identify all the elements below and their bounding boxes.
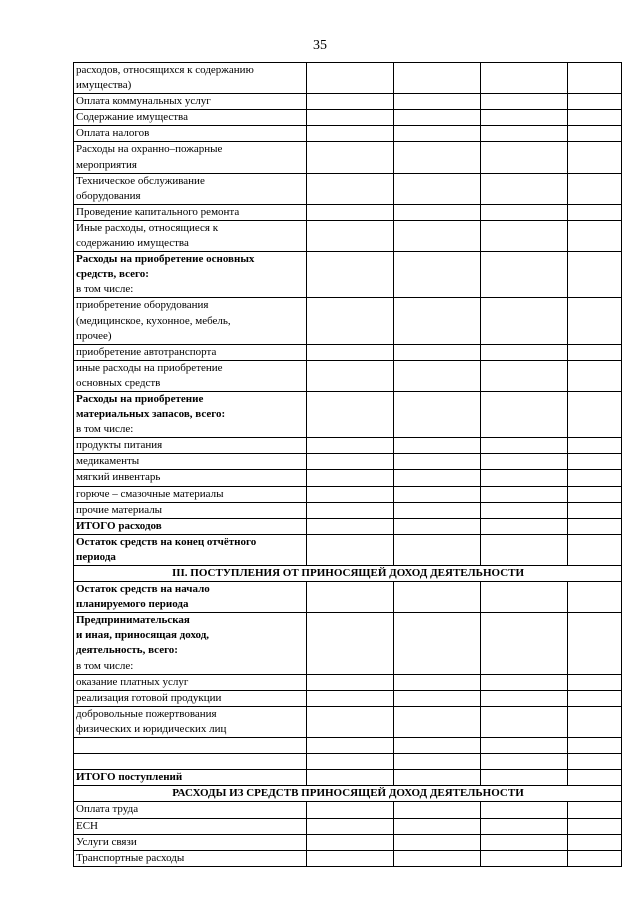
row-label-line [76, 754, 305, 769]
value-cell [481, 360, 568, 391]
value-cell [307, 63, 394, 94]
row-label-line: основных средств [76, 376, 161, 389]
row-label [74, 674, 307, 690]
value-cell [394, 518, 481, 534]
value-cell [307, 252, 394, 298]
table-row [74, 770, 622, 786]
row-sublabel: в том числе: [76, 659, 134, 672]
row-label [74, 690, 307, 706]
value-cell [568, 63, 622, 94]
row-label-line: Оплата коммунальных услуг [76, 95, 211, 108]
value-cell [394, 344, 481, 360]
row-label-line: имущества) [76, 79, 132, 92]
row-label-line: продукты питания [76, 439, 163, 452]
table-row [74, 344, 622, 360]
value-cell [307, 173, 394, 204]
value-cell [568, 582, 622, 613]
value-cell [307, 850, 394, 866]
value-cell [568, 738, 622, 754]
row-label-line: Транспортные расходы [76, 851, 185, 864]
value-cell [568, 502, 622, 518]
value-cell [481, 754, 568, 770]
table-row [74, 834, 622, 850]
row-label [74, 94, 307, 110]
row-label [74, 582, 307, 613]
value-cell [307, 690, 394, 706]
row-label-line: оказание платных услуг [76, 675, 189, 688]
value-cell [481, 63, 568, 94]
row-label [74, 613, 307, 674]
table-row [74, 518, 622, 534]
row-label-line: ИТОГО поступлений [76, 771, 183, 784]
value-cell [568, 518, 622, 534]
row-label-line: Техническое обслуживание [76, 174, 205, 187]
value-cell [307, 391, 394, 437]
value-cell [307, 298, 394, 344]
value-cell [568, 94, 622, 110]
value-cell [481, 438, 568, 454]
row-label-line: (медицинское, кухонное, мебель, [76, 314, 231, 327]
table-row [74, 220, 622, 251]
table-row [74, 674, 622, 690]
row-label-line: Остаток средств на начало [76, 583, 210, 596]
value-cell [481, 126, 568, 142]
value-cell [307, 818, 394, 834]
value-cell [307, 534, 394, 565]
row-label [74, 126, 307, 142]
row-sublabel: в том числе: [76, 283, 134, 296]
table-row [74, 802, 622, 818]
table-row [74, 613, 622, 674]
row-label [74, 834, 307, 850]
value-cell [394, 110, 481, 126]
page-number: 35 [313, 38, 327, 53]
value-cell [568, 486, 622, 502]
value-cell [568, 834, 622, 850]
value-cell [481, 470, 568, 486]
table-row [74, 360, 622, 391]
row-label-line: материальных запасов, всего: [76, 408, 226, 421]
value-cell [481, 534, 568, 565]
row-label-line: мягкий инвентарь [76, 471, 161, 484]
value-cell [394, 486, 481, 502]
table-row [74, 502, 622, 518]
value-cell [568, 110, 622, 126]
row-label [74, 818, 307, 834]
row-label-line: Расходы на охранно–пожарные [76, 143, 223, 156]
table-row [74, 391, 622, 437]
value-cell [568, 344, 622, 360]
budget-table-body [74, 63, 622, 867]
value-cell [307, 470, 394, 486]
row-label [74, 486, 307, 502]
row-label-line: реализация готовой продукции [76, 691, 222, 704]
value-cell [394, 94, 481, 110]
row-label-line: содержанию имущества [76, 237, 189, 250]
row-label [74, 110, 307, 126]
section-title: III. ПОСТУПЛЕНИЯ ОТ ПРИНОСЯЩЕЙ ДОХОД ДЕЯТЕЛЬНОСТИ [74, 566, 622, 582]
row-label [74, 454, 307, 470]
row-label [74, 220, 307, 251]
value-cell [394, 754, 481, 770]
value-cell [307, 802, 394, 818]
table-row [74, 690, 622, 706]
value-cell [481, 502, 568, 518]
value-cell [568, 173, 622, 204]
table-row [74, 818, 622, 834]
value-cell [394, 802, 481, 818]
table-row [74, 63, 622, 94]
row-label-line: ЕСН [76, 819, 98, 832]
row-label-line: Услуги связи [76, 835, 137, 848]
value-cell [394, 582, 481, 613]
table-row [74, 142, 622, 173]
value-cell [481, 834, 568, 850]
value-cell [394, 220, 481, 251]
table-row [74, 298, 622, 344]
row-label-line: Оплата труда [76, 803, 139, 816]
row-label-line: физических и юридических лиц [76, 722, 227, 735]
value-cell [394, 391, 481, 437]
value-cell [307, 706, 394, 737]
value-cell [481, 738, 568, 754]
table-row [74, 470, 622, 486]
value-cell [568, 391, 622, 437]
value-cell [394, 360, 481, 391]
row-label [74, 63, 307, 94]
value-cell [307, 486, 394, 502]
value-cell [481, 142, 568, 173]
row-label-line: средств, всего: [76, 268, 149, 281]
value-cell [481, 674, 568, 690]
row-label-line: приобретение автотранспорта [76, 345, 217, 358]
value-cell [568, 220, 622, 251]
value-cell [481, 770, 568, 786]
value-cell [481, 454, 568, 470]
row-label-line: расходов, относящихся к содержанию [76, 64, 254, 76]
table-row [74, 850, 622, 866]
section-header-row [74, 786, 622, 802]
row-label-line: Проведение капитального ремонта [76, 205, 240, 218]
value-cell [394, 63, 481, 94]
value-cell [568, 802, 622, 818]
value-cell [568, 706, 622, 737]
value-cell [394, 818, 481, 834]
value-cell [307, 518, 394, 534]
row-label [74, 738, 307, 754]
row-label-line: ИТОГО расходов [76, 519, 162, 532]
value-cell [481, 690, 568, 706]
table-row [74, 438, 622, 454]
value-cell [481, 850, 568, 866]
value-cell [568, 360, 622, 391]
budget-table [73, 62, 622, 867]
row-label-line: приобретение оборудования [76, 299, 209, 312]
row-label [74, 518, 307, 534]
value-cell [481, 204, 568, 220]
value-cell [307, 438, 394, 454]
value-cell [568, 850, 622, 866]
value-cell [568, 204, 622, 220]
row-label-line: Предпринимательская [76, 614, 190, 627]
value-cell [568, 470, 622, 486]
row-label [74, 204, 307, 220]
value-cell [394, 438, 481, 454]
value-cell [307, 220, 394, 251]
value-cell [307, 674, 394, 690]
value-cell [394, 706, 481, 737]
value-cell [394, 738, 481, 754]
value-cell [307, 142, 394, 173]
row-label [74, 438, 307, 454]
table-row [74, 204, 622, 220]
row-label-line: добровольные пожертвования [76, 707, 217, 720]
value-cell [568, 454, 622, 470]
row-label-line: Оплата налогов [76, 127, 150, 140]
value-cell [394, 770, 481, 786]
value-cell [481, 582, 568, 613]
value-cell [481, 818, 568, 834]
value-cell [307, 454, 394, 470]
row-label [74, 770, 307, 786]
value-cell [481, 173, 568, 204]
value-cell [307, 834, 394, 850]
row-label [74, 142, 307, 173]
row-label [74, 754, 307, 770]
value-cell [307, 582, 394, 613]
row-label-line [76, 738, 305, 753]
row-label-line: планируемого периода [76, 598, 189, 611]
value-cell [394, 298, 481, 344]
value-cell [568, 534, 622, 565]
value-cell [481, 252, 568, 298]
row-label-line: прочие материалы [76, 503, 163, 516]
row-label-line: Остаток средств на конец отчётного [76, 535, 257, 548]
value-cell [568, 298, 622, 344]
value-cell [481, 706, 568, 737]
value-cell [394, 173, 481, 204]
value-cell [307, 94, 394, 110]
value-cell [394, 502, 481, 518]
value-cell [394, 674, 481, 690]
value-cell [568, 674, 622, 690]
value-cell [394, 834, 481, 850]
value-cell [394, 204, 481, 220]
value-cell [568, 754, 622, 770]
value-cell [568, 252, 622, 298]
table-row [74, 252, 622, 298]
value-cell [307, 126, 394, 142]
value-cell [481, 94, 568, 110]
value-cell [481, 344, 568, 360]
section-header-row [74, 566, 622, 582]
value-cell [394, 690, 481, 706]
value-cell [394, 470, 481, 486]
row-label [74, 502, 307, 518]
value-cell [394, 613, 481, 674]
value-cell [307, 502, 394, 518]
row-label-line: оборудования [76, 189, 141, 202]
value-cell [307, 770, 394, 786]
value-cell [481, 220, 568, 251]
row-label [74, 391, 307, 437]
value-cell [568, 126, 622, 142]
row-label-line: иные расходы на приобретение [76, 361, 223, 374]
value-cell [394, 142, 481, 173]
row-label [74, 344, 307, 360]
value-cell [307, 754, 394, 770]
value-cell [481, 110, 568, 126]
row-label-line: Иные расходы, относящиеся к [76, 221, 219, 234]
row-label-line: горюче – смазочные материалы [76, 487, 224, 500]
value-cell [394, 454, 481, 470]
row-label [74, 470, 307, 486]
value-cell [307, 360, 394, 391]
value-cell [307, 613, 394, 674]
table-row [74, 94, 622, 110]
value-cell [481, 391, 568, 437]
value-cell [481, 802, 568, 818]
table-row [74, 173, 622, 204]
table-row [74, 754, 622, 770]
row-label [74, 850, 307, 866]
row-label-line: деятельность, всего: [76, 644, 178, 657]
row-label [74, 534, 307, 565]
table-row [74, 706, 622, 737]
value-cell [307, 344, 394, 360]
value-cell [568, 142, 622, 173]
value-cell [307, 110, 394, 126]
value-cell [481, 298, 568, 344]
row-label [74, 298, 307, 344]
value-cell [307, 738, 394, 754]
value-cell [307, 204, 394, 220]
table-row [74, 110, 622, 126]
table-row [74, 582, 622, 613]
table-row [74, 486, 622, 502]
value-cell [481, 518, 568, 534]
row-label [74, 802, 307, 818]
value-cell [568, 613, 622, 674]
row-label-line: и иная, приносящая доход, [76, 629, 210, 642]
value-cell [394, 252, 481, 298]
row-label-line: периода [76, 550, 116, 563]
row-label-line: мероприятия [76, 158, 137, 171]
row-label [74, 252, 307, 298]
value-cell [394, 850, 481, 866]
row-label [74, 360, 307, 391]
value-cell [394, 126, 481, 142]
row-label-line: медикаменты [76, 455, 140, 468]
row-label-line: Расходы на приобретение [76, 392, 204, 405]
table-row [74, 534, 622, 565]
table-row [74, 454, 622, 470]
table-row [74, 738, 622, 754]
value-cell [568, 690, 622, 706]
row-label [74, 173, 307, 204]
value-cell [481, 613, 568, 674]
row-label-line: Расходы на приобретение основных [76, 253, 255, 266]
value-cell [568, 438, 622, 454]
section-title: РАСХОДЫ ИЗ СРЕДСТВ ПРИНОСЯЩЕЙ ДОХОД ДЕЯТЕЛЬНОСТИ [74, 786, 622, 802]
row-label-line: Содержание имущества [76, 111, 188, 124]
value-cell [568, 770, 622, 786]
value-cell [481, 486, 568, 502]
value-cell [568, 818, 622, 834]
value-cell [394, 534, 481, 565]
row-label [74, 706, 307, 737]
table-row [74, 126, 622, 142]
row-label-line: прочее) [76, 329, 112, 342]
row-sublabel: в том числе: [76, 423, 134, 436]
